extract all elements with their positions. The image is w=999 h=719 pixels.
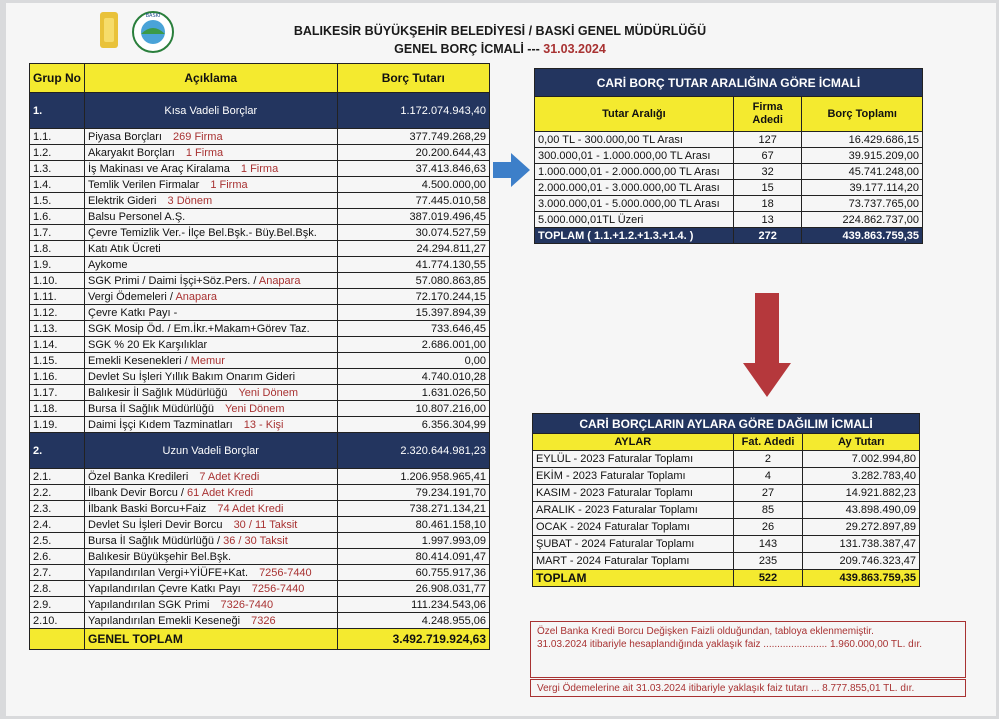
row-note: 30 / 11 Taksit bbox=[233, 518, 298, 531]
row-note: 61 Adet Kredi bbox=[187, 486, 254, 499]
month-label: EYLÜL - 2023 Faturalar Toplamı bbox=[533, 451, 734, 468]
row-amount: 24.294.811,27 bbox=[337, 241, 490, 257]
row-amount: 80.414.091,47 bbox=[337, 549, 490, 565]
row-amount: 20.200.644,43 bbox=[337, 145, 490, 161]
row-amount: 377.749.268,29 bbox=[337, 129, 490, 145]
range-label: 300.000,01 - 1.000.000,00 TL Arası bbox=[535, 148, 734, 164]
range-total: 45.741.248,00 bbox=[802, 164, 923, 180]
row-amount: 6.356.304,99 bbox=[337, 417, 490, 433]
row-number: 2.7. bbox=[30, 565, 85, 581]
row-description-text: SGK Primi / Daimi İşçi+Söz.Pers. / bbox=[88, 274, 257, 287]
document-subtitle bbox=[270, 42, 730, 56]
row-number: 1.8. bbox=[30, 241, 85, 257]
section-label: Kısa Vadeli Borçlar bbox=[85, 93, 338, 129]
row-amount: 30.074.527,59 bbox=[337, 225, 490, 241]
table-row bbox=[533, 468, 920, 485]
row-description bbox=[85, 129, 338, 145]
row-amount: 1.997.993,09 bbox=[337, 533, 490, 549]
note-line-2: 31.03.2024 itibariyle hesaplandığında yaklaşık faiz ....................... 1.960.000,00 TL. dır. bbox=[537, 639, 923, 650]
range-count: 18 bbox=[733, 196, 802, 212]
header-amount: Borç Tutarı bbox=[337, 64, 490, 93]
row-number: 1.11. bbox=[30, 289, 85, 305]
row-description bbox=[85, 193, 338, 209]
row-description bbox=[85, 597, 338, 613]
month-amount: 209.746.323,47 bbox=[803, 553, 920, 570]
month-label: EKİM - 2023 Faturalar Toplamı bbox=[533, 468, 734, 485]
row-description-text: SGK % 20 Ek Karşılıklar bbox=[88, 338, 208, 351]
row-description bbox=[85, 549, 338, 565]
row-description bbox=[85, 321, 338, 337]
table-row bbox=[30, 177, 490, 193]
header-description: Açıklama bbox=[85, 64, 338, 93]
table-row bbox=[535, 180, 923, 196]
range-table-title: CARİ BORÇ TUTAR ARALIĞINA GÖRE İCMALİ bbox=[535, 69, 923, 97]
row-description-text: Yapılandırılan SGK Primi bbox=[88, 598, 210, 611]
row-amount: 10.807.216,00 bbox=[337, 401, 490, 417]
range-count: 13 bbox=[733, 212, 802, 228]
row-amount: 72.170.244,15 bbox=[337, 289, 490, 305]
month-label: MART - 2024 Faturalar Toplamı bbox=[533, 553, 734, 570]
table-row bbox=[30, 533, 490, 549]
row-description-text: Özel Banka Kredileri bbox=[88, 470, 189, 483]
row-amount: 2.686.001,00 bbox=[337, 337, 490, 353]
table-row bbox=[535, 132, 923, 148]
row-number: 2.5. bbox=[30, 533, 85, 549]
table-row bbox=[30, 401, 490, 417]
range-count: 67 bbox=[733, 148, 802, 164]
table-row bbox=[30, 549, 490, 565]
month-count: 2 bbox=[733, 451, 803, 468]
row-number: 1.17. bbox=[30, 385, 85, 401]
table-row bbox=[30, 501, 490, 517]
row-description-text: Yapılandırılan Vergi+YİÜFE+Kat. bbox=[88, 566, 248, 579]
header-debt-total: Borç Toplamı bbox=[802, 97, 923, 132]
row-number: 1.7. bbox=[30, 225, 85, 241]
monthly-table-body bbox=[533, 451, 920, 587]
row-number: 1.3. bbox=[30, 161, 85, 177]
row-number: 1.14. bbox=[30, 337, 85, 353]
debt-summary-table bbox=[29, 63, 490, 650]
row-note: 7326 bbox=[251, 614, 276, 627]
row-amount: 57.080.863,85 bbox=[337, 273, 490, 289]
table-row bbox=[30, 517, 490, 533]
table-row bbox=[30, 469, 490, 485]
row-number: 2.1. bbox=[30, 469, 85, 485]
debt-summary-body bbox=[30, 93, 490, 650]
row-number: 1.2. bbox=[30, 145, 85, 161]
table-row bbox=[30, 613, 490, 629]
row-description-text: Yapılandırılan Emekli Keseneği bbox=[88, 614, 241, 627]
table-row bbox=[30, 385, 490, 401]
table-row bbox=[30, 257, 490, 273]
row-description bbox=[85, 353, 338, 369]
row-amount: 1.631.026,50 bbox=[337, 385, 490, 401]
row-description bbox=[85, 257, 338, 273]
row-description bbox=[85, 209, 338, 225]
row-number: 1.5. bbox=[30, 193, 85, 209]
range-label: 3.000.000,01 - 5.000.000,00 TL Arası bbox=[535, 196, 734, 212]
row-amount: 15.397.894,39 bbox=[337, 305, 490, 321]
table-row bbox=[30, 581, 490, 597]
month-amount: 43.898.490,09 bbox=[803, 502, 920, 519]
grand-total-label: GENEL TOPLAM bbox=[85, 629, 338, 650]
month-amount: 131.738.387,47 bbox=[803, 536, 920, 553]
row-note: 1 Firma bbox=[185, 146, 224, 159]
row-description bbox=[85, 485, 338, 501]
table-row bbox=[533, 536, 920, 553]
monthly-table-title: CARİ BORÇLARIN AYLARA GÖRE DAĞILIM İCMALİ bbox=[533, 414, 920, 434]
section-number: 1. bbox=[30, 93, 85, 129]
grand-total-blank bbox=[30, 629, 85, 650]
row-note: 74 Adet Kredi bbox=[217, 502, 284, 515]
row-number: 2.3. bbox=[30, 501, 85, 517]
header-group-no: Grup No bbox=[30, 64, 85, 93]
month-count: 27 bbox=[733, 485, 803, 502]
header-invoice-count: Fat. Adedi bbox=[733, 434, 803, 451]
row-description-text: Bursa İl Sağlık Müdürlüğü / bbox=[88, 534, 221, 547]
table-row bbox=[30, 369, 490, 385]
month-amount: 7.002.994,80 bbox=[803, 451, 920, 468]
row-amount: 60.755.917,36 bbox=[337, 565, 490, 581]
row-description bbox=[85, 369, 338, 385]
row-description bbox=[85, 289, 338, 305]
range-total-count: 272 bbox=[733, 228, 802, 244]
row-number: 2.8. bbox=[30, 581, 85, 597]
range-total: 39.177.114,20 bbox=[802, 180, 923, 196]
row-note: 7256-7440 bbox=[251, 582, 305, 595]
table-row bbox=[30, 145, 490, 161]
row-description-text: SGK Mosip Öd. / Em.İkr.+Makam+Görev Taz. bbox=[88, 322, 310, 335]
row-description-text: Balsu Personel A.Ş. bbox=[88, 210, 186, 223]
table-row bbox=[30, 209, 490, 225]
row-number: 2.9. bbox=[30, 597, 85, 613]
header-month-amount: Ay Tutarı bbox=[803, 434, 920, 451]
row-description bbox=[85, 385, 338, 401]
table-row bbox=[533, 553, 920, 570]
table-row bbox=[30, 485, 490, 501]
month-amount: 3.282.783,40 bbox=[803, 468, 920, 485]
row-number: 1.4. bbox=[30, 177, 85, 193]
section-total: 1.172.074.943,40 bbox=[337, 93, 490, 129]
row-note: Yeni Dönem bbox=[238, 386, 298, 399]
row-note: Memur bbox=[190, 354, 225, 367]
month-count: 235 bbox=[733, 553, 803, 570]
row-amount: 738.271.134,21 bbox=[337, 501, 490, 517]
monthly-total-label: TOPLAM bbox=[533, 570, 734, 587]
row-description bbox=[85, 469, 338, 485]
row-description-text: Daimi İşçi Kıdem Tazminatları bbox=[88, 418, 233, 431]
row-description bbox=[85, 161, 338, 177]
arrow-right-icon bbox=[493, 153, 531, 187]
row-amount: 37.413.846,63 bbox=[337, 161, 490, 177]
table-row bbox=[30, 353, 490, 369]
row-description-text: Balıkesir İl Sağlık Müdürlüğü bbox=[88, 386, 228, 399]
month-label: OCAK - 2024 Faturalar Toplamı bbox=[533, 519, 734, 536]
month-count: 26 bbox=[733, 519, 803, 536]
month-amount: 29.272.897,89 bbox=[803, 519, 920, 536]
row-description bbox=[85, 305, 338, 321]
range-table-body bbox=[535, 132, 923, 244]
range-total: 39.915.209,00 bbox=[802, 148, 923, 164]
table-row bbox=[30, 321, 490, 337]
note-line-1: Özel Banka Kredi Borcu Değişken Faizli olduğundan, tabloya eklenmemiştir. bbox=[537, 626, 874, 637]
row-amount: 387.019.496,45 bbox=[337, 209, 490, 225]
table-row bbox=[535, 148, 923, 164]
range-count: 15 bbox=[733, 180, 802, 196]
row-description-text: İlbank Devir Borcu / bbox=[88, 486, 184, 499]
arrow-down-icon bbox=[742, 293, 792, 398]
row-description-text: Aykome bbox=[88, 258, 128, 271]
table-row bbox=[533, 451, 920, 468]
month-label: ŞUBAT - 2024 Faturalar Toplamı bbox=[533, 536, 734, 553]
row-number: 1.1. bbox=[30, 129, 85, 145]
row-note: Anapara bbox=[258, 274, 301, 287]
row-description bbox=[85, 337, 338, 353]
row-number: 1.9. bbox=[30, 257, 85, 273]
row-description bbox=[85, 273, 338, 289]
table-row bbox=[533, 502, 920, 519]
row-number: 1.18. bbox=[30, 401, 85, 417]
table-row bbox=[30, 305, 490, 321]
row-description bbox=[85, 177, 338, 193]
row-number: 1.16. bbox=[30, 369, 85, 385]
row-note: 269 Firma bbox=[173, 130, 223, 143]
row-number: 1.15. bbox=[30, 353, 85, 369]
row-number: 1.19. bbox=[30, 417, 85, 433]
row-description-text: Vergi Ödemeleri / bbox=[88, 290, 173, 303]
row-amount: 77.445.010,58 bbox=[337, 193, 490, 209]
row-number: 1.13. bbox=[30, 321, 85, 337]
month-count: 85 bbox=[733, 502, 803, 519]
row-amount: 80.461.158,10 bbox=[337, 517, 490, 533]
row-note: 7 Adet Kredi bbox=[199, 470, 260, 483]
row-note: 13 - Kişi bbox=[243, 418, 284, 431]
table-row bbox=[30, 241, 490, 257]
month-label: KASIM - 2023 Faturalar Toplamı bbox=[533, 485, 734, 502]
row-description-text: Akaryakıt Borçları bbox=[88, 146, 175, 159]
row-number: 2.6. bbox=[30, 549, 85, 565]
row-number: 1.10. bbox=[30, 273, 85, 289]
month-count: 4 bbox=[733, 468, 803, 485]
row-description-text: Piyasa Borçları bbox=[88, 130, 162, 143]
row-number: 2.4. bbox=[30, 517, 85, 533]
table-row bbox=[30, 193, 490, 209]
row-note: 1 Firma bbox=[240, 162, 279, 175]
row-description bbox=[85, 417, 338, 433]
range-label: 2.000.000,01 - 3.000.000,00 TL Arası bbox=[535, 180, 734, 196]
row-description bbox=[85, 565, 338, 581]
row-note: Anapara bbox=[175, 290, 218, 303]
row-description-text: Balıkesir Büyükşehir Bel.Bşk. bbox=[88, 550, 232, 563]
row-description-text: Devlet Su İşleri Yıllık Bakım Onarım Gideri bbox=[88, 370, 296, 383]
row-description bbox=[85, 581, 338, 597]
monthly-total-row bbox=[533, 570, 920, 587]
row-note: 7256-7440 bbox=[259, 566, 312, 579]
row-amount: 733.646,45 bbox=[337, 321, 490, 337]
row-description-text: Çevre Temizlik Ver.- İlçe Bel.Bşk.- Büy.Bel.Bşk. bbox=[88, 226, 317, 239]
table-row bbox=[30, 337, 490, 353]
row-amount: 111.234.543,06 bbox=[337, 597, 490, 613]
table-row bbox=[535, 212, 923, 228]
range-label: 5.000.000,01TL Üzeri bbox=[535, 212, 734, 228]
tax-interest-note: Vergi Ödemelerine ait 31.03.2024 itibariyle yaklaşık faiz tutarı ... 8.777.855,01 TL. dır. bbox=[530, 679, 966, 697]
row-description-text: Bursa İl Sağlık Müdürlüğü bbox=[88, 402, 214, 415]
row-number: 2.2. bbox=[30, 485, 85, 501]
row-description bbox=[85, 145, 338, 161]
table-row bbox=[533, 519, 920, 536]
row-amount: 41.774.130,55 bbox=[337, 257, 490, 273]
row-description-text: Devlet Su İşleri Devir Borcu bbox=[88, 518, 223, 531]
range-count: 32 bbox=[733, 164, 802, 180]
row-description bbox=[85, 241, 338, 257]
range-label: 0,00 TL - 300.000,00 TL Arası bbox=[535, 132, 734, 148]
logo bbox=[98, 8, 178, 56]
month-count: 143 bbox=[733, 536, 803, 553]
section-row bbox=[30, 433, 490, 469]
table-header-row bbox=[30, 64, 490, 93]
range-total: 73.737.765,00 bbox=[802, 196, 923, 212]
row-amount: 4.740.010,28 bbox=[337, 369, 490, 385]
month-label: ARALIK - 2023 Faturalar Toplamı bbox=[533, 502, 734, 519]
row-description bbox=[85, 517, 338, 533]
row-description-text: Çevre Katkı Payı - bbox=[88, 306, 178, 319]
row-description-text: Elektrik Gideri bbox=[88, 194, 157, 207]
range-total: 224.862.737,00 bbox=[802, 212, 923, 228]
table-row bbox=[30, 417, 490, 433]
header-company-count: Firma Adedi bbox=[733, 97, 802, 132]
header-range: Tutar Aralığı bbox=[535, 97, 734, 132]
row-description-text: Emekli Kesenekleri / bbox=[88, 354, 188, 367]
row-description bbox=[85, 533, 338, 549]
row-amount: 26.908.031,77 bbox=[337, 581, 490, 597]
logo-text: BASKİ bbox=[145, 13, 161, 19]
row-note: 36 / 30 Taksit bbox=[223, 534, 288, 547]
row-description bbox=[85, 225, 338, 241]
table-row bbox=[533, 485, 920, 502]
table-row bbox=[30, 129, 490, 145]
row-note: 7326-7440 bbox=[220, 598, 274, 611]
table-row bbox=[30, 565, 490, 581]
table-row bbox=[535, 164, 923, 180]
section-label: Uzun Vadeli Borçlar bbox=[85, 433, 338, 469]
row-description-text: İş Makinası ve Araç Kiralama bbox=[88, 162, 230, 175]
row-amount: 79.234.191,70 bbox=[337, 485, 490, 501]
row-description bbox=[85, 401, 338, 417]
month-amount: 14.921.882,23 bbox=[803, 485, 920, 502]
monthly-total-count: 522 bbox=[733, 570, 803, 587]
monthly-summary-table bbox=[532, 413, 920, 587]
table-row bbox=[30, 597, 490, 613]
row-description bbox=[85, 613, 338, 629]
table-row bbox=[30, 161, 490, 177]
range-total-label: TOPLAM ( 1.1.+1.2.+1.3.+1.4. ) bbox=[535, 228, 734, 244]
header-months: AYLAR bbox=[533, 434, 734, 451]
range-summary-table bbox=[534, 68, 923, 244]
row-description-text: Katı Atık Ücreti bbox=[88, 242, 161, 255]
row-amount: 4.248.955,06 bbox=[337, 613, 490, 629]
subtitle-text: GENEL BORÇ İCMALİ --- bbox=[394, 42, 540, 56]
table-row bbox=[30, 289, 490, 305]
report-date: 31.03.2024 bbox=[543, 42, 606, 56]
document-title: BALIKESİR BÜYÜKŞEHİR BELEDİYESİ / BASKİ GENEL MÜDÜRLÜĞÜ bbox=[293, 24, 707, 38]
row-note: 3 Dönem bbox=[167, 194, 213, 207]
row-note: Yeni Dönem bbox=[225, 402, 285, 415]
section-total: 2.320.644.981,23 bbox=[337, 433, 490, 469]
grand-total-row bbox=[30, 629, 490, 650]
range-total-row bbox=[535, 228, 923, 244]
interest-note-box bbox=[530, 621, 966, 678]
section-number: 2. bbox=[30, 433, 85, 469]
row-description-text: Temlik Verilen Firmalar bbox=[88, 178, 200, 191]
row-description bbox=[85, 501, 338, 517]
range-total-amount: 439.863.759,35 bbox=[802, 228, 923, 244]
range-count: 127 bbox=[733, 132, 802, 148]
range-label: 1.000.000,01 - 2.000.000,00 TL Arası bbox=[535, 164, 734, 180]
grand-total-amount: 3.492.719.924,63 bbox=[337, 629, 490, 650]
table-row bbox=[535, 196, 923, 212]
section-row bbox=[30, 93, 490, 129]
row-number: 2.10. bbox=[30, 613, 85, 629]
row-note: 1 Firma bbox=[210, 178, 248, 191]
row-amount: 1.206.958.965,41 bbox=[337, 469, 490, 485]
table-row bbox=[30, 225, 490, 241]
table-row bbox=[30, 273, 490, 289]
range-total: 16.429.686,15 bbox=[802, 132, 923, 148]
row-description-text: Yapılandırılan Çevre Katkı Payı bbox=[88, 582, 241, 595]
row-number: 1.12. bbox=[30, 305, 85, 321]
row-amount: 4.500.000,00 bbox=[337, 177, 490, 193]
row-number: 1.6. bbox=[30, 209, 85, 225]
row-amount: 0,00 bbox=[337, 353, 490, 369]
row-description-text: İlbank Baski Borcu+Faiz bbox=[88, 502, 207, 515]
monthly-total-amount: 439.863.759,35 bbox=[803, 570, 920, 587]
